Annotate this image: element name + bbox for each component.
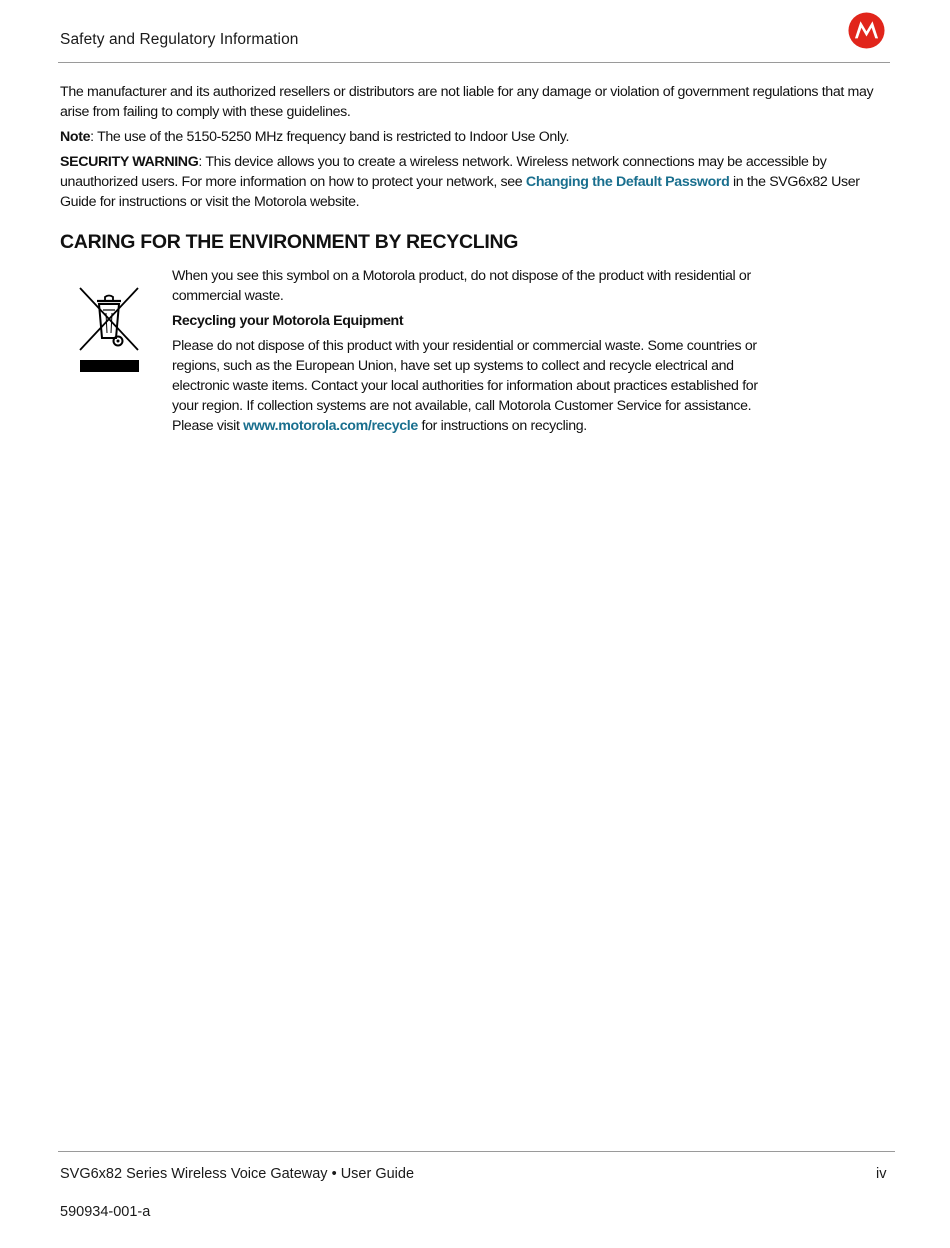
security-warning-text-end: in the SVG6x82 User Guide for instructions or visit the Motorola website.: [60, 174, 860, 210]
recycling-section-heading: CARING FOR THE ENVIRONMENT BY RECYCLING: [60, 231, 519, 253]
changing-default-password-link[interactable]: Changing the Default Password: [525, 174, 730, 190]
note-paragraph: [60, 127, 890, 147]
header-title: Safety and Regulatory Information: [60, 31, 299, 48]
document-body: [60, 82, 890, 217]
footer-title: SVG6x82 Series Wireless Voice Gateway • User Guide: [60, 1166, 415, 1182]
header-divider: [58, 62, 890, 63]
security-warning-label: SECURITY WARNING: [60, 154, 199, 170]
footer-divider: [58, 1151, 895, 1152]
motorola-recycle-link[interactable]: www.motorola.com/recycle: [243, 418, 418, 434]
recycling-intro: When you see this symbol on a Motorola product, do not dispose of the product with residential or commercial waste.: [172, 268, 751, 304]
crossed-out-wheelie-bin-icon: [78, 286, 140, 374]
document-number: 590934-001-a: [60, 1204, 151, 1220]
recycling-subheading: Recycling your Motorola Equipment: [172, 313, 404, 329]
security-warning-paragraph: [60, 152, 890, 212]
note-label: Note: [60, 129, 91, 145]
recycling-body-text-end: for instructions on recycling.: [417, 418, 587, 434]
recycling-body: [172, 336, 772, 436]
page-number: iv: [876, 1166, 887, 1182]
motorola-logo-icon: [848, 12, 885, 49]
note-text: : The use of the 5150-5250 MHz frequency band is restricted to Indoor Use Only.: [90, 129, 570, 145]
recycling-body-text: Please do not dispose of this product with your residential or commercial waste. Some countries or regions, such as the European Union, have set up systems to collect and recycle electrical and electronic waste items. Contact your local authorities for information about practices established for your region. If collection systems are not available, call Motorola Customer Service for assistance. Please visit: [172, 338, 758, 434]
liability-paragraph: The manufacturer and its authorized resellers or distributors are not liable for any damage or violation of government regulations that may arise from failing to comply with these guidelines.: [60, 84, 874, 120]
security-warning-text: : This device allows you to create a wireless network. Wireless network connections may be accessible by unauthorized users. For more information on how to protect your network, see: [60, 154, 827, 190]
recycling-text-block: [172, 266, 772, 441]
